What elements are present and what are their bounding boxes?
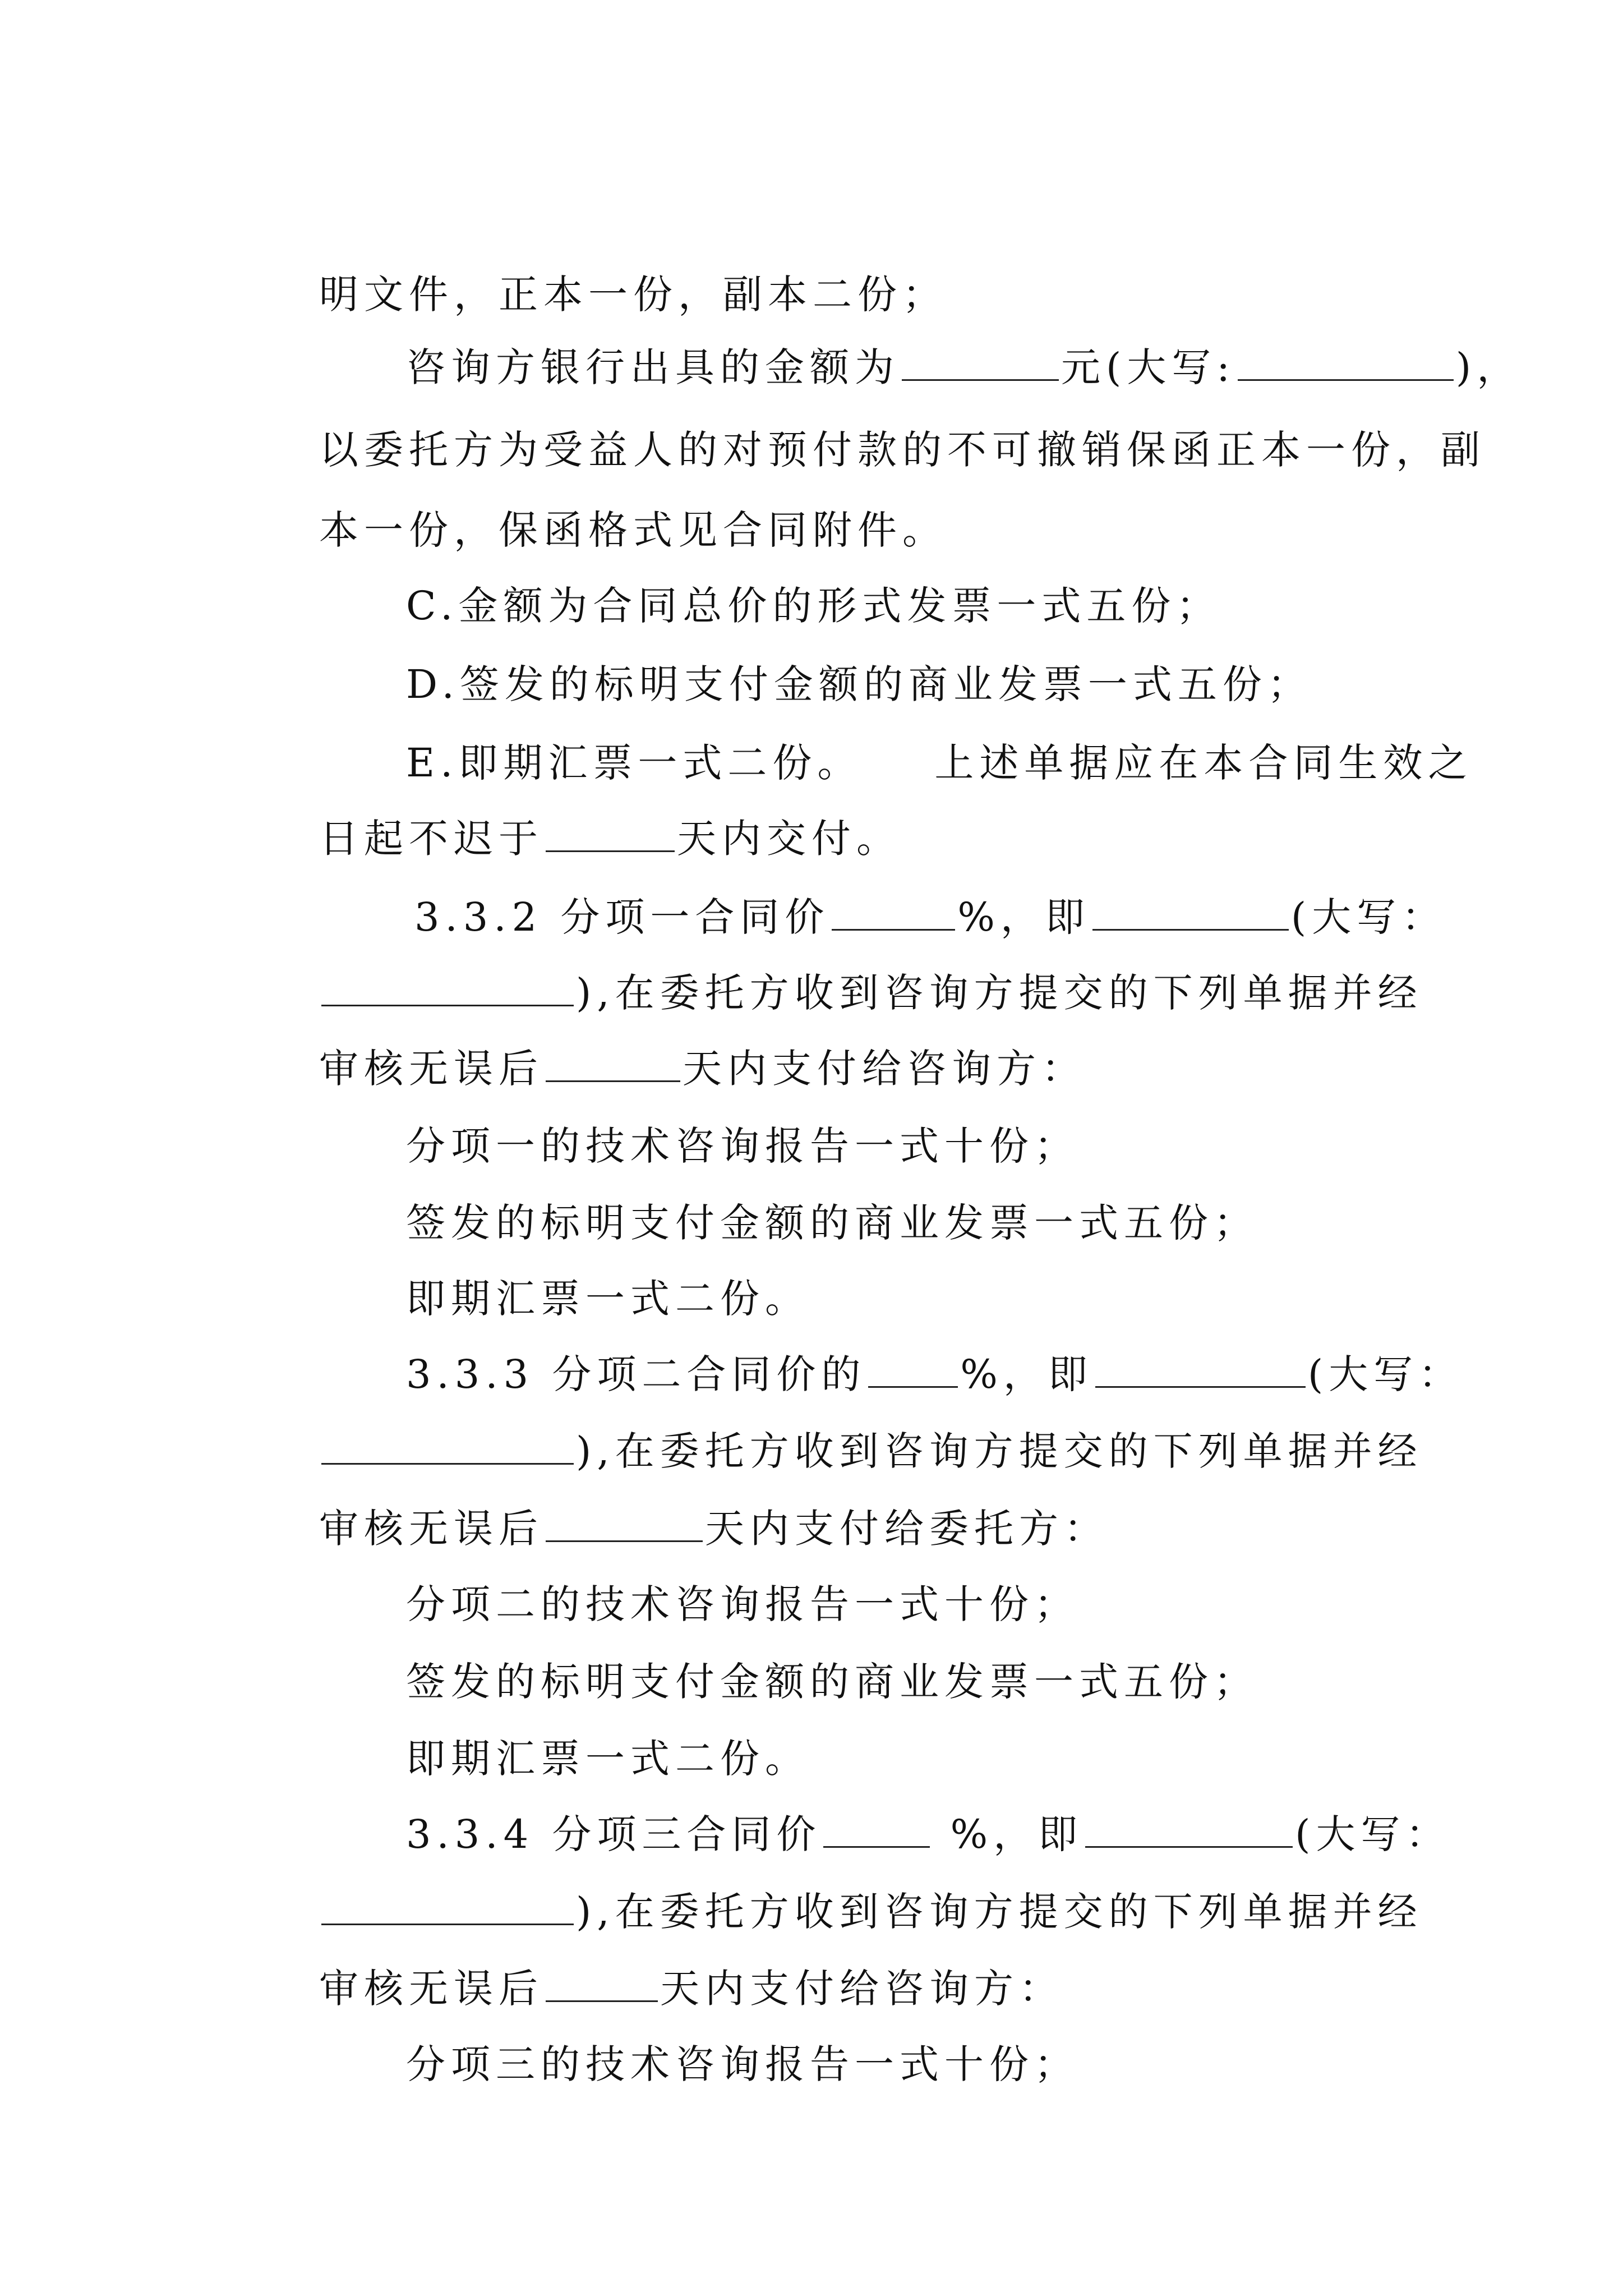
text-line bbox=[334, 1214, 810, 1322]
line-text: %，即 bbox=[932, 1811, 1083, 1857]
text-line bbox=[247, 1444, 1109, 1552]
line-text: 元(大写: bbox=[1061, 344, 1235, 390]
text-line bbox=[334, 1520, 1080, 1627]
line-text: 日起不迟于 bbox=[319, 816, 544, 862]
line-text: 天内交付。 bbox=[677, 816, 902, 862]
line-text: 即期汇票一式二份。 bbox=[406, 1276, 810, 1322]
line-text: )， bbox=[1455, 344, 1522, 390]
line-text: (大写： bbox=[1295, 1811, 1451, 1857]
line-text: 审核无误后 bbox=[319, 1966, 544, 2012]
text-line bbox=[334, 283, 1522, 390]
text-line bbox=[247, 1828, 1423, 1935]
line-text: 分项二的技术咨询报告一式十份； bbox=[406, 1581, 1080, 1627]
text-line bbox=[334, 1139, 1259, 1246]
text-line bbox=[334, 679, 1473, 786]
text-line bbox=[334, 1750, 1451, 1857]
line-text: 即期汇票一式二份。 bbox=[406, 1736, 810, 1782]
line-text: ),在委托方收到咨询方提交的下列单据并经 bbox=[576, 1889, 1423, 1935]
text-line bbox=[247, 909, 1423, 1016]
line-text: ),在委托方收到咨询方提交的下列单据并经 bbox=[576, 1428, 1423, 1474]
text-line bbox=[334, 1598, 1259, 1705]
text-line bbox=[247, 366, 1486, 473]
line-text: 分项三的技术咨询报告一式十份； bbox=[406, 2041, 1080, 2087]
line-text: 咨询方银行出具的金额为 bbox=[406, 344, 900, 390]
line-text: D.签发的标明支付金额的商业发票一式五份； bbox=[406, 661, 1312, 707]
text-line bbox=[247, 1904, 1064, 2012]
line-text: ),在委托方收到咨询方提交的下列单据并经 bbox=[576, 970, 1423, 1016]
text-line bbox=[334, 600, 1312, 707]
line-text: C.金额为合同总价的形式发票一式五份； bbox=[406, 583, 1221, 629]
line-text: 3.3.2 分项一合同价 bbox=[414, 894, 830, 940]
line-text: 明文件，正本一份，副本二份； bbox=[319, 272, 948, 318]
line-text: 签发的标明支付金额的商业发票一式五份； bbox=[406, 1659, 1259, 1705]
text-line bbox=[334, 1980, 1080, 2087]
text-line bbox=[334, 1674, 810, 1782]
line-text: (大写： bbox=[1290, 894, 1447, 940]
text-line bbox=[247, 446, 948, 553]
line-text: 审核无误后 bbox=[319, 1506, 544, 1552]
line-text: %，即 bbox=[960, 1351, 1093, 1397]
text-line bbox=[247, 1367, 1423, 1474]
text-line bbox=[334, 1290, 1464, 1397]
text-line bbox=[247, 754, 902, 862]
line-text: 审核无误后 bbox=[319, 1046, 544, 1092]
line-text: 本一份，保函格式见合同附件。 bbox=[319, 507, 948, 553]
line-text: 天内支付给咨询方： bbox=[660, 1966, 1064, 2012]
line-text: 天内支付给委托方： bbox=[705, 1506, 1109, 1552]
text-line bbox=[334, 1062, 1080, 1169]
line-text: 签发的标明支付金额的商业发票一式五份； bbox=[406, 1200, 1259, 1246]
line-text: (大写： bbox=[1307, 1351, 1464, 1397]
line-text: 3.3.3 分项二合同价的 bbox=[406, 1351, 866, 1397]
line-text: 分项一的技术咨询报告一式十份； bbox=[406, 1123, 1080, 1169]
text-line bbox=[342, 833, 1447, 940]
line-text: 以委托方为受益人的对预付款的不可撤销保函正本一份，副 bbox=[319, 427, 1486, 473]
text-line bbox=[334, 522, 1221, 629]
line-text: %，即 bbox=[957, 894, 1090, 940]
text-line bbox=[247, 984, 1087, 1092]
line-text: 3.3.4 分项三合同价 bbox=[406, 1811, 822, 1857]
line-text: E.即期汇票一式二份。 上述单据应在本合同生效之 bbox=[406, 740, 1473, 786]
line-text: 天内支付给咨询方： bbox=[683, 1046, 1087, 1092]
text-line bbox=[247, 210, 948, 318]
